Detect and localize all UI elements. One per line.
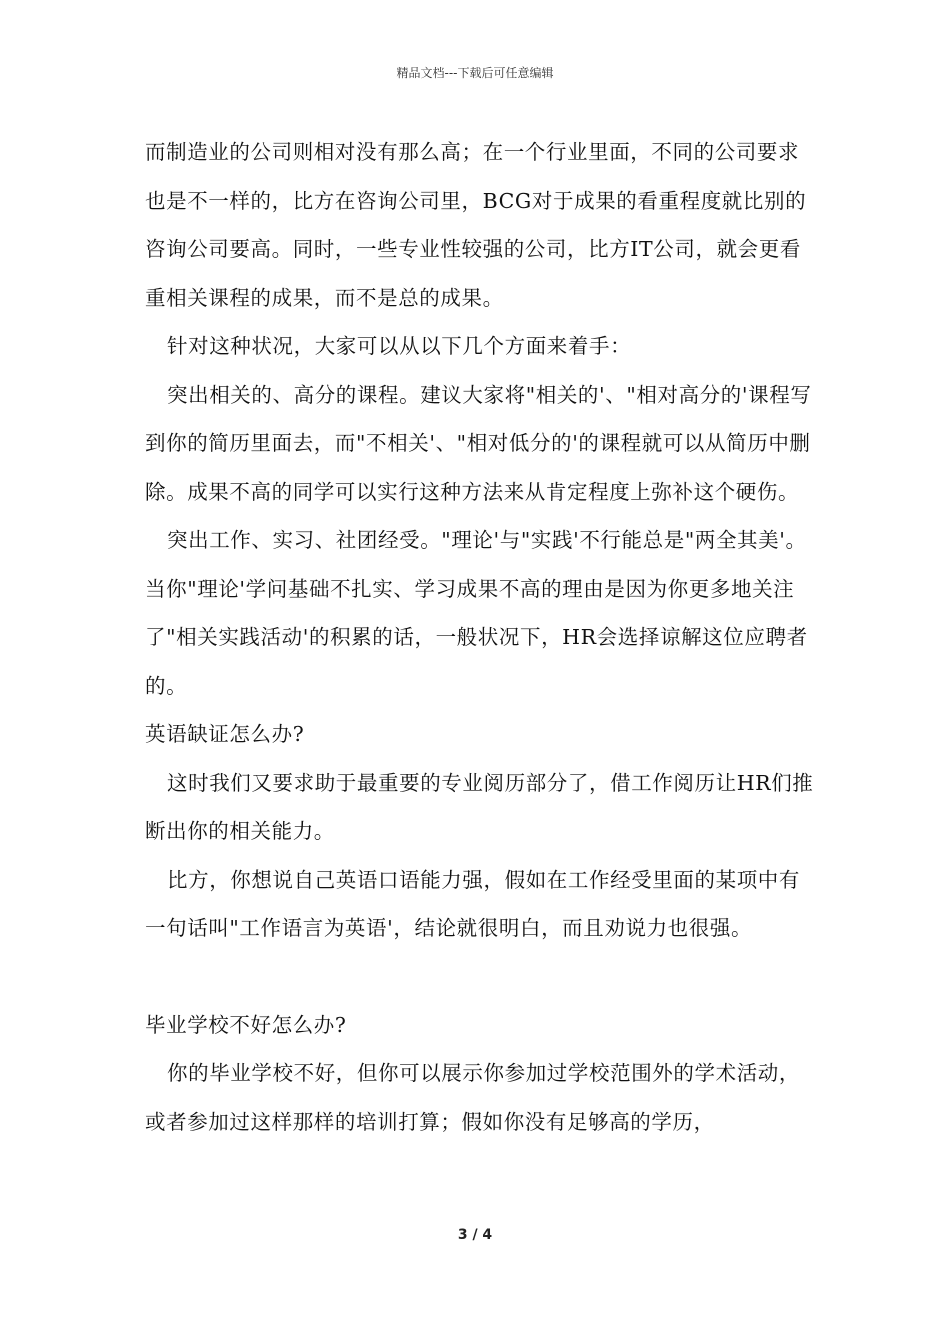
page-number: 3 / 4 (457, 1227, 493, 1243)
section-heading-school: 毕业学校不好怎么办? (145, 1012, 347, 1037)
blank-line (145, 953, 815, 1001)
page-header: 精品文档---下载后可任意编辑 (396, 66, 554, 80)
paragraph-1: 而制造业的公司则相对没有那么高；在一个行业里面，不同的公司要求也是不一样的，比方在咨询公司里，BCG对于成果的看重程度就比别的咨询公司要高。同时，一些专业性较强的公司，比方IT公司，就会更看重相关课程的成果，而不是总的成果。 (145, 140, 807, 310)
paragraph-2: 针对这种状况，大家可以从以下几个方面来着手： (167, 334, 632, 358)
paragraph-3: 突出相关的、高分的课程。建议大家将"相关的'、"相对高分的'课程写到你的简历里面去，而"不相关'、"相对低分的'的课程就可以从简历中删除。成果不高的同学可以实行这种方法来从肯定程度上弥补这个硬伤。 (145, 382, 812, 504)
document-body (145, 128, 815, 1146)
paragraph-5: 这时我们又要求助于最重要的专业阅历部分了，借工作阅历让HR们推断出你的相关能力。 (145, 770, 814, 843)
paragraph-6: 比方，你想说自己英语口语能力强，假如在工作经受里面的某项中有一句话叫"工作语言为英语'，结论就很明白，而且劝说力也很强。 (145, 867, 800, 940)
section-heading-english: 英语缺证怎么办? (145, 722, 305, 746)
paragraph-4: 突出工作、实习、社团经受。"理论'与"实践'不行能总是"两全其美'。当你"理论'学问基础不扎实、学习成果不高的理由是因为你更多地关注了"相关实践活动'的积累的话，一般状况下，HR会选择谅解这位应聘者的。 (145, 528, 808, 698)
paragraph-7: 你的毕业学校不好，但你可以展示你参加过学校范围外的学术活动，或者参加过这样那样的培训打算；假如你没有足够高的学历， (145, 1061, 800, 1134)
